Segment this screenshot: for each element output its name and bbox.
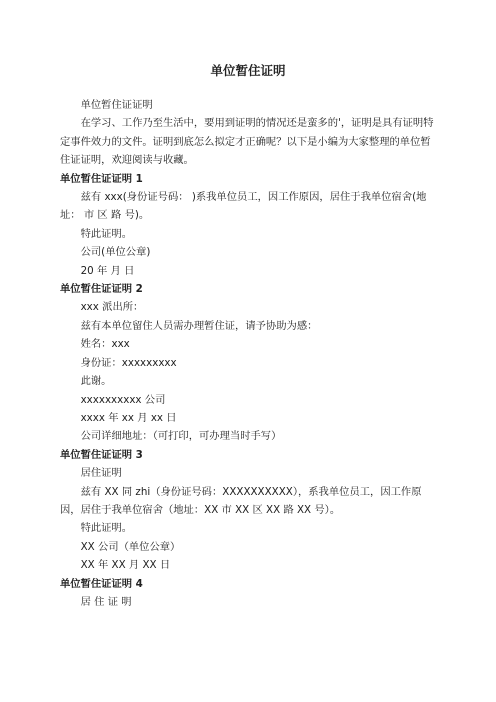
section-line: 兹有本单位留住人员需办理暂住证，请予协助为感： [80,319,318,332]
section-line: XX 公司（单位公章） [80,540,181,553]
section-line: 兹有 xxx(身份证号码： )系我单位员工，因工作原因，居住于我单位宿舍(地址： 市 区 路 号)。 [60,191,427,222]
section-2 [60,280,436,446]
section-heading: 单位暂住证证明 3 [60,448,143,461]
intro-paragraph: 在学习、工作乃至生活中，要用到证明的情况还是蛮多的'，证明是具有证明特定事件效力的文件。证明到底怎么拟定才正确呢？以下是小编为大家整理的单位暂住证证明，欢迎阅读与收藏。 [60,117,434,167]
section-line: 居住证明 [80,467,122,480]
section-line: 此谢。 [80,375,112,388]
section-line: 特此证明。 [80,522,133,535]
section-line: 公司详细地址：（可打印，可办理当时手写） [80,430,282,443]
section-line: 特此证明。 [80,227,133,240]
section-4 [60,575,436,612]
section-heading: 单位暂住证证明 1 [60,172,143,185]
section-3 [60,446,436,575]
document-title: 单位暂住证明 [210,63,286,78]
section-line: 公司(单位公章) [80,246,151,259]
section-line: 居 住 证 明 [80,595,132,608]
section-heading: 单位暂住证证明 4 [60,577,143,590]
section-line: 20 年 月 日 [80,264,135,277]
section-heading: 单位暂住证证明 2 [60,283,143,296]
section-line: 身份证：xxxxxxxxx [80,356,177,369]
section-line: 姓名：xxx [80,338,130,351]
section-line: xxxx 年 xx 月 xx 日 [80,411,177,424]
section-line: XX 年 XX 月 XX 日 [80,559,171,572]
intro-title: 单位暂住证证明 [80,99,153,111]
section-1 [60,170,436,280]
section-line: xxx 派出所： [80,301,144,314]
section-line: xxxxxxxxxx 公司 [80,393,166,406]
section-line: 兹有 XX 同 zhi（身份证号码：XXXXXXXXXX），系我单位员工，因工作原因，居住于我单位宿舍（地址：XX 市 XX 区 XX 路 XX 号）。 [60,485,422,516]
